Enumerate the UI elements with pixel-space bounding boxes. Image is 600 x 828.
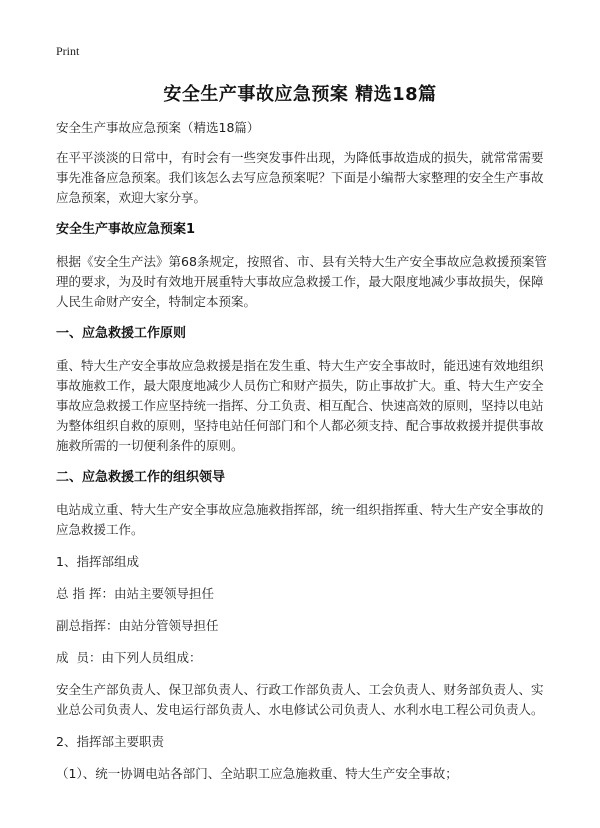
page-title: 安全生产事故应急预案 精选18篇: [163, 84, 437, 105]
organization-paragraph: 电站成立重、特大生产安全事故应急施救指挥部，统一组织指挥重、特大生产安全事故的应急救援工作。: [56, 502, 544, 537]
duty-line: （1）、统一协调电站各部门、全站职工应急施救重、特大生产安全事故；: [56, 766, 458, 781]
section-paragraph: 根据《安全生产法》第68条规定，按照省、市、县有关特大生产安全事故应急救援预案管理的要求，为及时有效地开展重特大事故应急救援工作，最大限度地减少事故损失，保障人民生命财产安全，特制定本预案。: [56, 254, 547, 309]
organization-heading: 二、应急救援工作的组织领导: [56, 470, 226, 485]
commander-line: 总 指 挥：由站主要领导担任: [56, 586, 214, 601]
members-list-paragraph: 安全生产部负责人、保卫部负责人、行政工作部负责人、工会负责人、财务部负责人、实业总公司负责人、发电运行部负责人、水电修试公司负责人、水利水电工程公司负责人。: [56, 682, 544, 717]
document-body: [56, 118, 550, 796]
deputy-line: 副总指挥：由站分管领导担任: [56, 618, 219, 633]
section-heading: 安全生产事故应急预案1: [56, 222, 196, 237]
intro-paragraph: 在平平淡淡的日常中，有时会有一些突发事件出现，为降低事故造成的损失，就常常需要事先准备应急预案。我们该怎么去写应急预案呢？下面是小编帮大家整理的安全生产事故应急预案，欢迎大家分享。: [56, 150, 544, 205]
principles-paragraph: 重、特大生产安全事故应急救援是指在发生重、特大生产安全事故时，能迅速有效地组织事故施救工作，最大限度地减少人员伤亡和财产损失，防止事故扩大。重、特大生产安全事故应急救援工作应坚持统一指挥、分工负责、相互配合、快速高效的原则，坚持以电站为整体组织自救的原则，坚持电站任何部门和个人都必须支持、配合事故救援并提供事故施救所需的一切便利条件的原则。: [56, 358, 544, 453]
list-item: 2、指挥部主要职责: [56, 734, 164, 749]
print-label: Print: [56, 44, 80, 58]
subtitle: 安全生产事故应急预案（精选18篇）: [56, 120, 260, 135]
list-item: 1、指挥部组成: [56, 554, 139, 569]
members-line: 成 员：由下列人员组成：: [56, 650, 202, 665]
principles-heading: 一、应急救援工作原则: [56, 326, 187, 341]
